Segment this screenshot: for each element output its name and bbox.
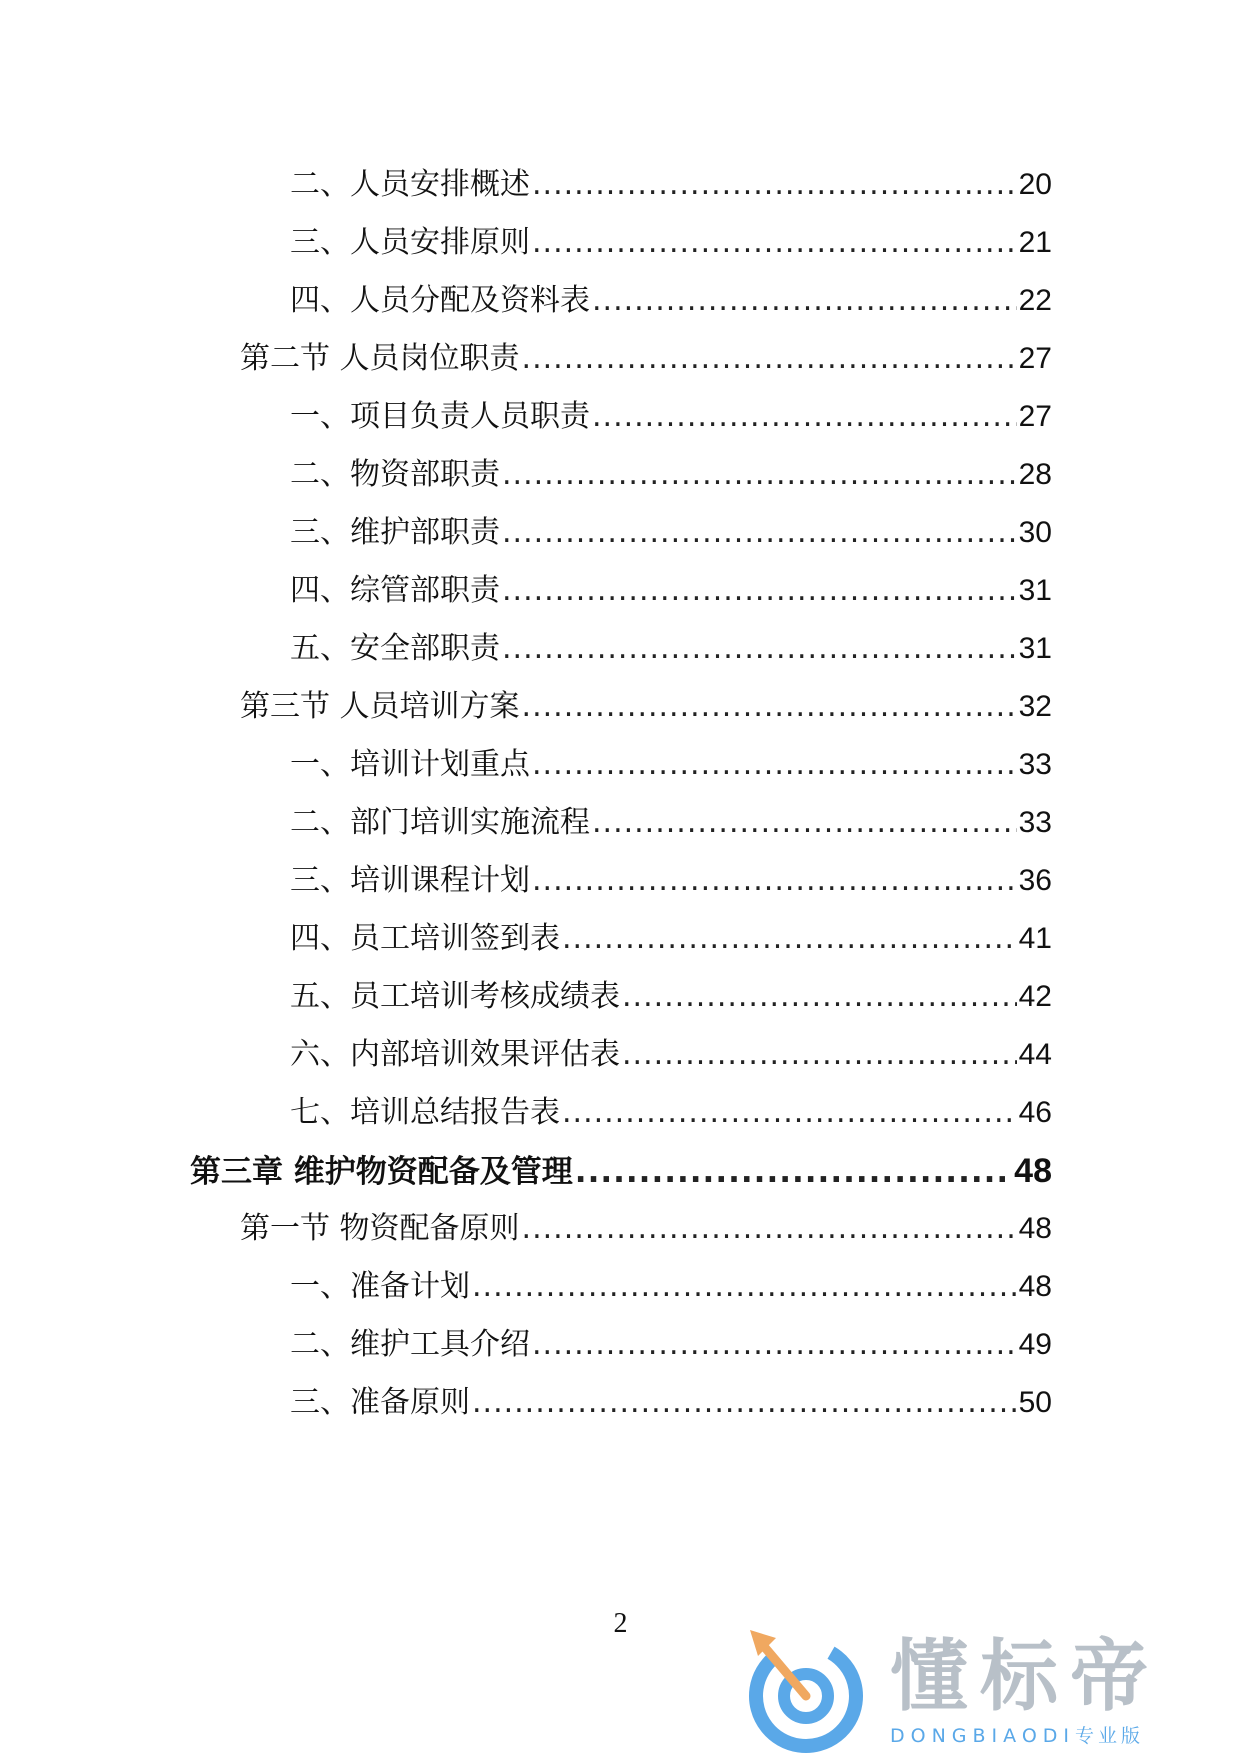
toc-leader-dots [472,1378,1017,1428]
toc-leader-dots [562,1088,1017,1138]
toc-leader-dots [592,798,1017,848]
toc-entry-title: 二、物资部职责 [290,457,500,492]
toc-entry[interactable] [240,334,1052,384]
toc-entry[interactable] [240,1204,1052,1254]
toc-entry-page: 41 [1018,922,1052,955]
toc-entry-page: 31 [1018,632,1052,665]
toc-entry[interactable] [290,392,1052,442]
toc-entry-title: 四、综管部职责 [290,573,500,608]
toc-entry-page: 33 [1018,806,1052,839]
toc-entry-title: 四、人员分配及资料表 [290,283,590,318]
toc-entry-page: 33 [1018,748,1052,781]
toc-leader-dots [502,624,1017,674]
toc-entry-page: 21 [1018,226,1052,259]
toc-leader-dots [502,450,1017,500]
toc-entry-page: 30 [1018,516,1052,549]
toc-leader-dots [522,334,1017,384]
toc-entry-page: 22 [1018,284,1052,317]
toc-leader-dots [532,740,1017,790]
watermark-edition: 专业版 [1075,1725,1145,1747]
page-number: 2 [613,1608,628,1639]
toc-entry[interactable] [290,856,1052,906]
toc-leader-dots [532,1320,1017,1370]
toc-entry-page: 20 [1018,168,1052,201]
toc-leader-dots [592,276,1017,326]
toc-entry-page: 49 [1018,1328,1052,1361]
toc-entry[interactable] [290,160,1052,210]
toc-entry-title: 二、人员安排概述 [290,167,530,202]
toc-entry-page: 48 [1018,1212,1052,1245]
toc-entry-title: 一、准备计划 [290,1269,470,1304]
toc-leader-dots [502,566,1017,616]
toc-entry-title: 第三节 人员培训方案 [240,689,520,724]
toc-leader-dots [562,914,1017,964]
toc-entry-page: 42 [1018,980,1052,1013]
watermark-title: 懂标帝 [890,1632,1161,1722]
toc-leader-dots [622,972,1017,1022]
toc-entry-page: 44 [1018,1038,1052,1071]
toc-entry-title: 二、部门培训实施流程 [290,805,590,840]
toc-entry-title: 五、员工培训考核成绩表 [290,979,620,1014]
toc-entry[interactable] [290,1320,1052,1370]
toc-entry-title: 三、培训课程计划 [290,863,530,898]
target-arrow-icon [740,1630,870,1754]
toc-entry[interactable] [290,276,1052,326]
toc-entry-page: 48 [1014,1152,1052,1190]
toc-entry-title: 二、维护工具介绍 [290,1327,530,1362]
toc-entry[interactable] [290,1262,1052,1312]
toc-leader-dots [532,218,1017,268]
watermark-subtitle-latin: DONGBIAODI [890,1725,1076,1747]
toc-entry-title: 三、维护部职责 [290,515,500,550]
toc-entry[interactable] [290,798,1052,848]
watermark [740,1630,1230,1750]
toc-leader-dots [575,1147,1012,1197]
toc-entry-title: 一、培训计划重点 [290,747,530,782]
toc-entry[interactable] [290,1088,1052,1138]
toc-entry-page: 27 [1018,400,1052,433]
toc-entry[interactable] [290,624,1052,674]
toc-entry[interactable] [290,740,1052,790]
toc-entry-page: 28 [1018,458,1052,491]
toc-leader-dots [622,1030,1017,1080]
toc-entry-title: 五、安全部职责 [290,631,500,666]
toc-leader-dots [532,160,1017,210]
toc-leader-dots [522,682,1017,732]
toc-entry-page: 36 [1018,864,1052,897]
toc-entry-page: 48 [1018,1270,1052,1303]
toc-entry[interactable] [290,566,1052,616]
toc-leader-dots [532,856,1017,906]
toc-entry-page: 27 [1018,342,1052,375]
toc-entry[interactable] [290,1378,1052,1428]
toc-entry-title: 第一节 物资配备原则 [240,1211,520,1246]
toc-entry-title: 七、培训总结报告表 [290,1095,560,1130]
toc-leader-dots [522,1204,1017,1254]
toc-entry[interactable] [290,1030,1052,1080]
watermark-subtitle [890,1724,1144,1748]
toc-entry-title: 三、准备原则 [290,1385,470,1420]
toc-entry-page: 31 [1018,574,1052,607]
toc-entry[interactable] [290,972,1052,1022]
toc-leader-dots [472,1262,1017,1312]
toc-entry[interactable] [240,682,1052,732]
toc-entry-title: 第三章 维护物资配备及管理 [190,1154,573,1190]
toc-entry-page: 50 [1018,1386,1052,1419]
toc-entry-page: 32 [1018,690,1052,723]
toc-entry[interactable] [290,218,1052,268]
toc-entry-title: 六、内部培训效果评估表 [290,1037,620,1072]
toc-entry[interactable] [290,914,1052,964]
toc-entry-title: 第二节 人员岗位职责 [240,341,520,376]
toc-entry-title: 三、人员安排原则 [290,225,530,260]
toc-entry[interactable] [290,508,1052,558]
toc-entry-title: 四、员工培训签到表 [290,921,560,956]
toc-entry-title: 一、项目负责人员职责 [290,399,590,434]
toc-leader-dots [592,392,1017,442]
toc-chapter-entry[interactable] [190,1146,1052,1196]
toc-entry[interactable] [290,450,1052,500]
toc-leader-dots [502,508,1017,558]
toc-entry-page: 46 [1018,1096,1052,1129]
